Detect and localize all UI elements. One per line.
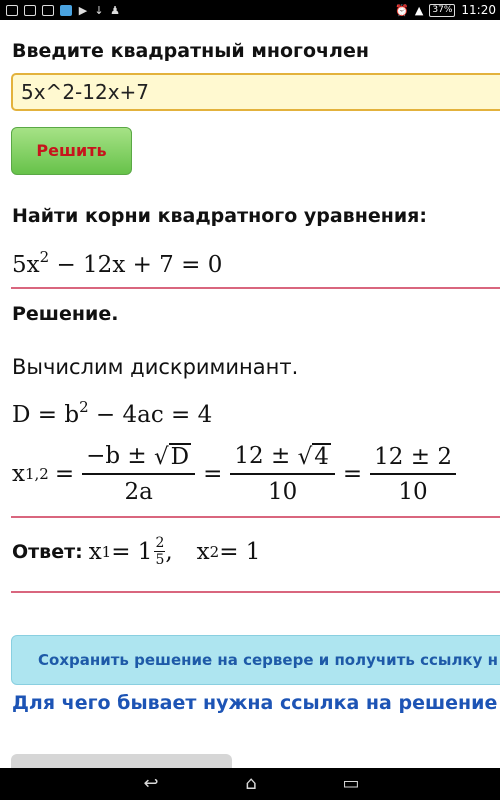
x1-fraction	[154, 536, 165, 568]
status-time: 11:20	[461, 3, 496, 17]
x1-var: x	[88, 539, 102, 565]
sqrt-radicand: D	[170, 444, 190, 471]
divider	[11, 516, 500, 518]
x2-var: x	[196, 539, 210, 565]
x1-whole: = 1	[111, 539, 153, 565]
sqrt-symbol: √ 4	[297, 443, 329, 471]
x2-value: = 1	[219, 539, 261, 565]
fraction-1-num	[82, 443, 195, 474]
x1-num: 2	[155, 535, 165, 551]
play-icon: ▶	[78, 3, 88, 17]
status-right	[395, 0, 496, 20]
sqrt-symbol: √ D	[154, 443, 190, 471]
disc-lhs: D = b	[12, 402, 80, 428]
fraction-2-num	[230, 443, 334, 474]
answer-label: Ответ:	[12, 541, 83, 563]
equation-a: 5x	[12, 252, 40, 278]
disc-exp: 2	[79, 398, 89, 416]
roots-sub: 1,2	[24, 465, 49, 483]
status-bar	[0, 0, 500, 20]
task-title: Найти корни квадратного уравнения:	[12, 205, 427, 227]
app-icon	[60, 5, 72, 16]
status-left-icons	[0, 5, 120, 16]
divider	[11, 287, 500, 289]
solution-title: Решение.	[12, 303, 119, 325]
fraction-1-den: 2a	[124, 478, 153, 505]
equation-exp: 2	[39, 248, 50, 266]
equals-sign: =	[342, 461, 363, 487]
sqrt-radicand: 4	[314, 444, 329, 471]
roots-formula	[12, 438, 464, 510]
x2-sub: 2	[209, 543, 220, 561]
polynomial-input[interactable]: 5x^2-12x+7	[11, 73, 500, 111]
solve-button[interactable]: Решить	[11, 127, 132, 175]
divider	[11, 591, 500, 593]
partial-button[interactable]	[11, 754, 232, 768]
equation	[12, 248, 222, 278]
page-content	[0, 20, 500, 768]
home-icon[interactable]: ⌂	[245, 773, 257, 794]
notification-icon	[6, 5, 18, 16]
roots-var: x	[12, 461, 25, 487]
fraction-1-num-text: −b ±	[86, 443, 155, 470]
equals-sign: =	[203, 461, 223, 487]
input-label: Введите квадратный многочлен	[12, 40, 369, 62]
answer-separator: ,	[165, 539, 173, 565]
alarm-icon: ⏰	[395, 3, 409, 17]
fraction-1	[82, 443, 195, 504]
wifi-icon: ▲	[414, 3, 424, 17]
fraction-3-den: 10	[398, 478, 428, 505]
fraction-3-num: 12 ± 2	[370, 444, 456, 475]
navigation-bar	[0, 768, 500, 800]
x1-sub: 1	[101, 543, 112, 561]
fraction-2-num-text: 12 ±	[234, 443, 298, 470]
save-solution-button[interactable]: Сохранить решение на сервере и получить ссылку н	[11, 635, 500, 685]
compute-text: Вычислим дискриминант.	[12, 355, 299, 379]
fraction-3	[370, 444, 456, 505]
fraction-2-den: 10	[268, 478, 298, 505]
recent-apps-icon[interactable]: ▭	[342, 773, 360, 794]
android-icon: ♟	[110, 3, 120, 17]
answer	[12, 536, 260, 568]
pdf-icon	[42, 5, 54, 16]
back-icon[interactable]: ↩	[143, 773, 159, 794]
link-info-text[interactable]: Для чего бывает нужна ссылка на решение	[12, 692, 498, 714]
battery-icon: 37%	[429, 4, 455, 17]
equation-rest: − 12x + 7 = 0	[49, 252, 223, 278]
download-icon: ↓	[94, 3, 104, 17]
discriminant-formula	[12, 398, 212, 428]
fraction-2	[230, 443, 334, 504]
x1-den: 5	[155, 552, 165, 568]
disc-rhs: − 4ac = 4	[88, 402, 213, 428]
equals-sign: =	[54, 461, 75, 487]
image-icon	[24, 5, 36, 16]
